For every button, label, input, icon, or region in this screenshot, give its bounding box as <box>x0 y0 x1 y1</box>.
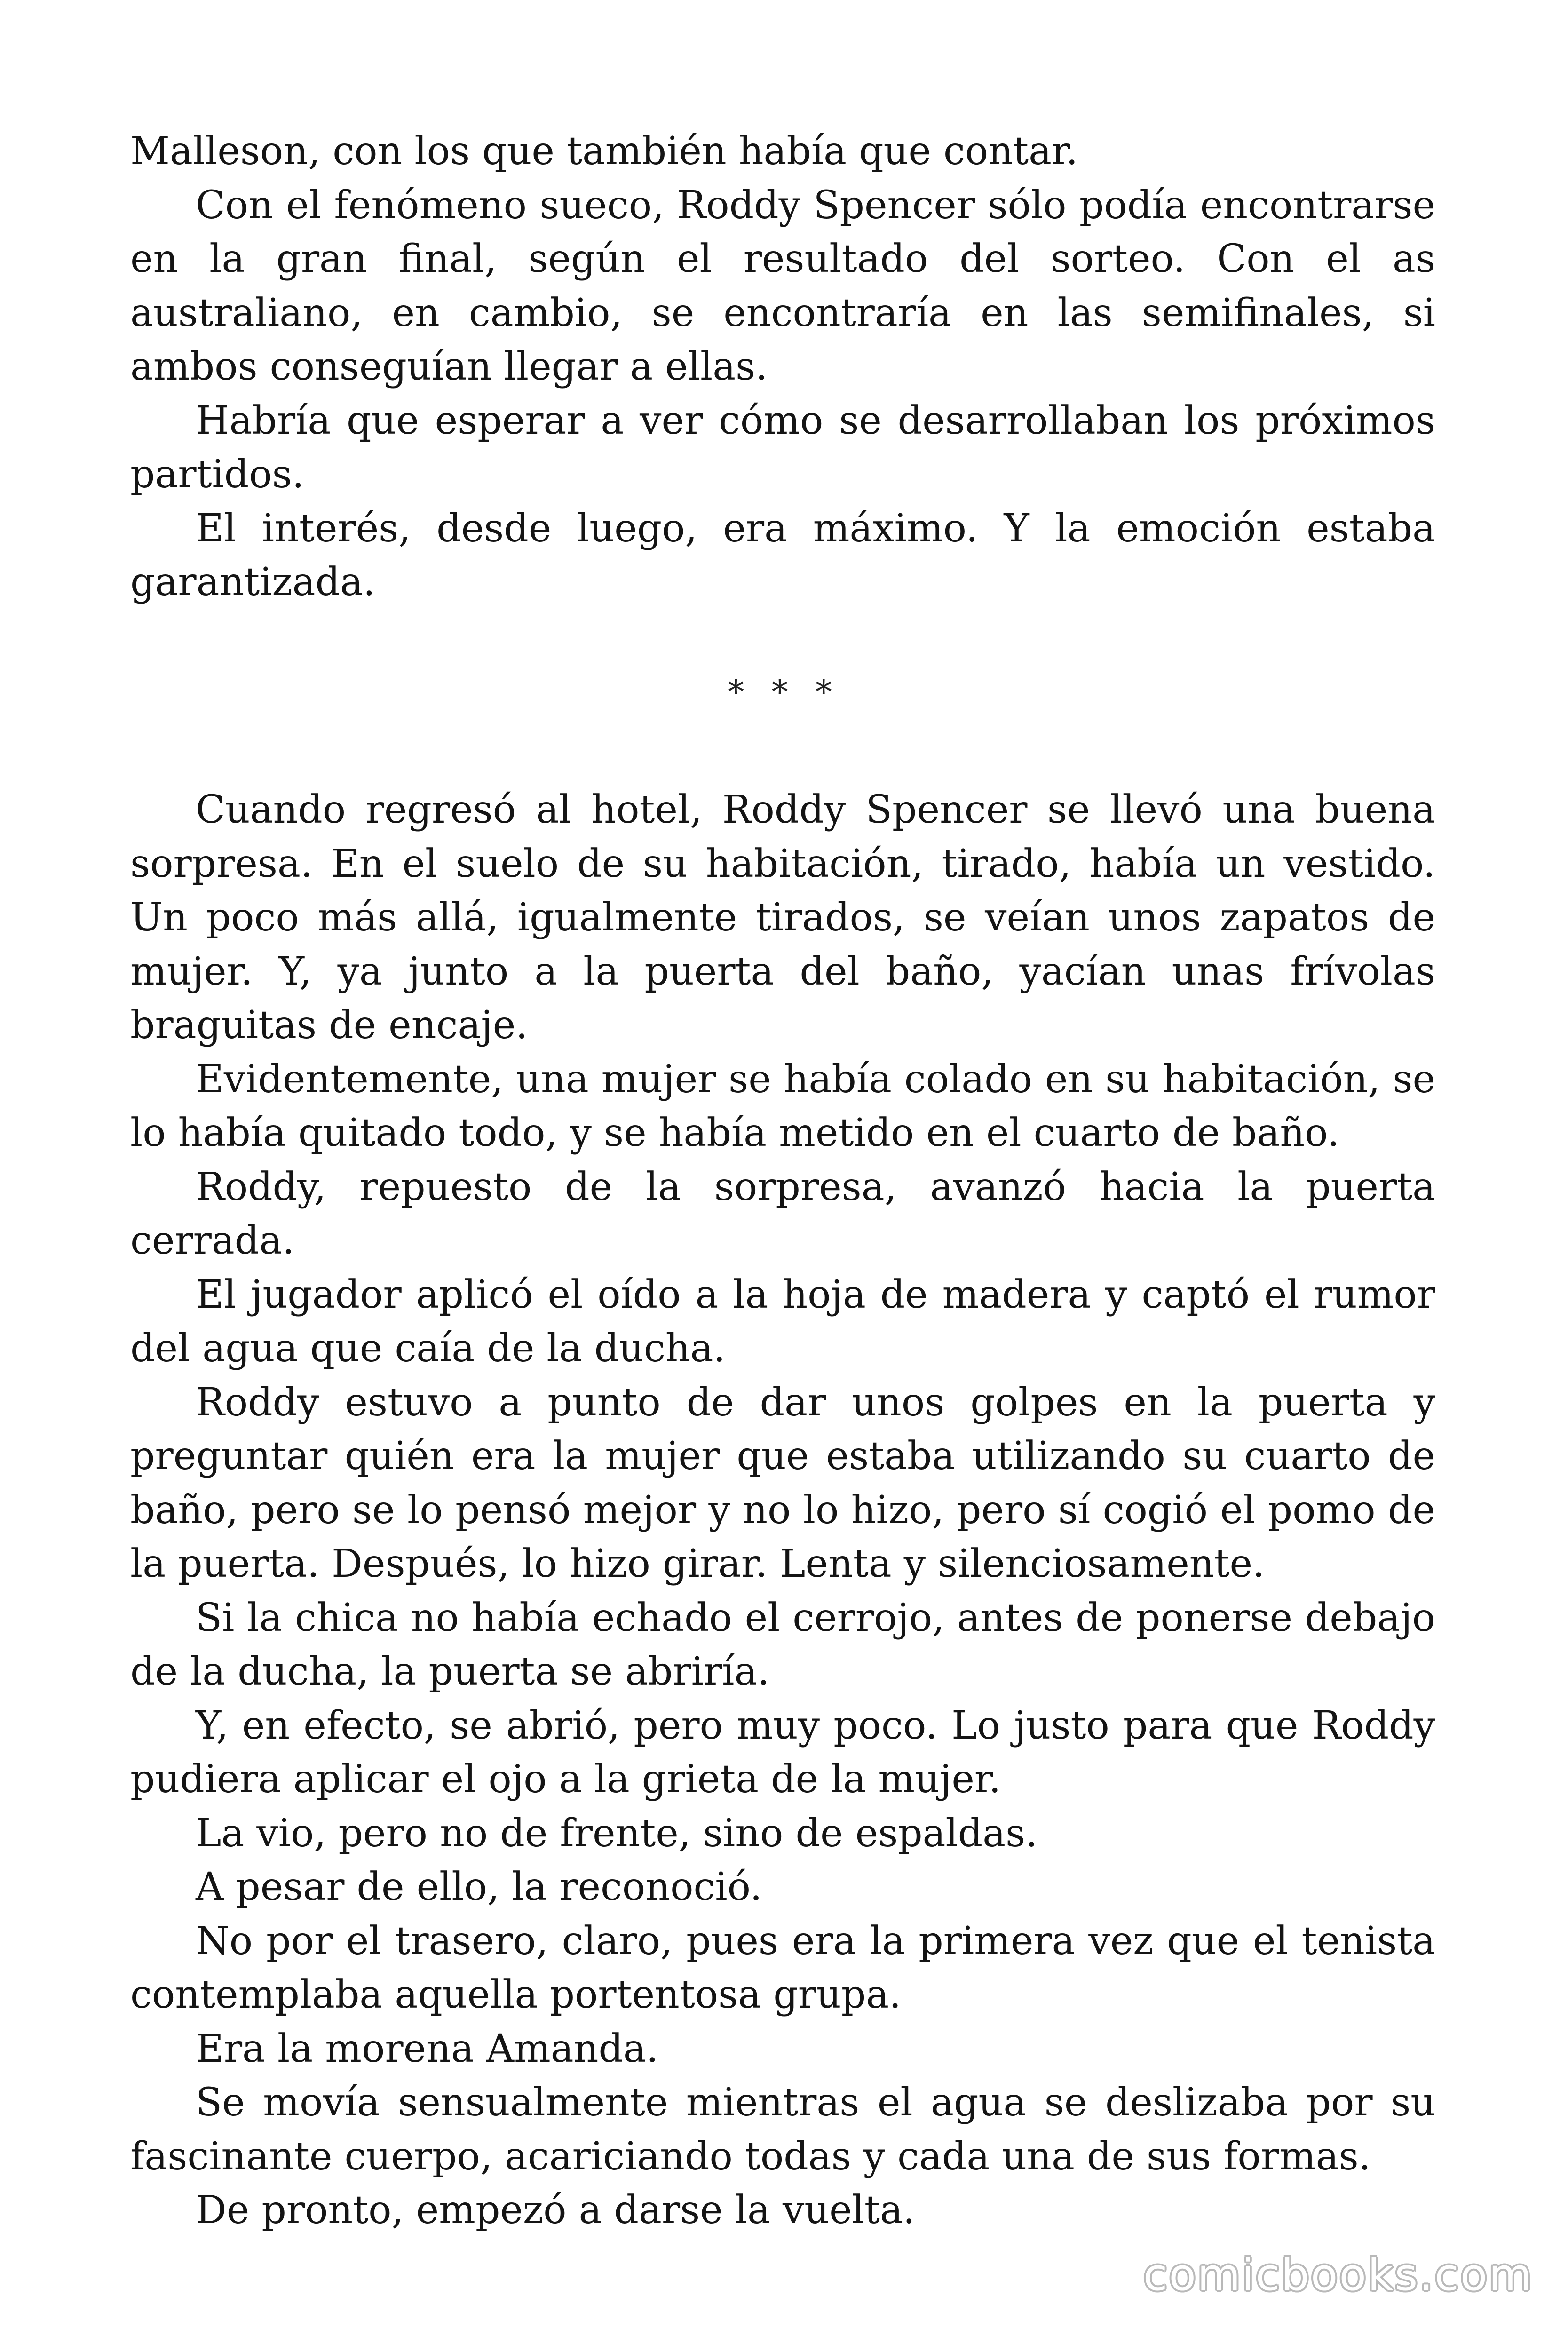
paragraph: El interés, desde luego, era máximo. Y la emoción estaba garantizada. <box>130 506 1435 604</box>
text-section-2 <box>130 783 1435 2238</box>
paragraph: Con el fenómeno sueco, Roddy Spencer sólo podía encontrarse en la gran final, según el resultado del sorteo. Con el as australiano, en cambio, se encontraría en las semifinales, si ambos conseguían llegar a ellas. <box>130 183 1435 389</box>
section-separator: * * * <box>728 673 840 711</box>
paragraph: Se movía sensualmente mientras el agua se deslizaba por su fascinante cuerpo, acariciando todas y cada una de sus formas. <box>130 2080 1435 2179</box>
text-section-1 <box>130 125 1435 610</box>
paragraph: Y, en efecto, se abrió, pero muy poco. Lo justo para que Roddy pudiera aplicar el ojo a la grieta de la mujer. <box>130 1703 1435 1802</box>
paragraph: El jugador aplicó el oído a la hoja de madera y captó el rumor del agua que caía de la ducha. <box>130 1272 1435 1371</box>
paragraph: De pronto, empezó a darse la vuelta. <box>196 2188 915 2233</box>
paragraph: Si la chica no había echado el cerrojo, antes de ponerse debajo de la ducha, la puerta se abriría. <box>130 1595 1435 1694</box>
paragraph: La vio, pero no de frente, sino de espaldas. <box>196 1811 1038 1856</box>
paragraph: Evidentemente, una mujer se había colado en su habitación, se lo había quitado todo, y se había metido en el cuarto de baño. <box>130 1057 1435 1155</box>
paragraph: Cuando regresó al hotel, Roddy Spencer se llevó una buena sorpresa. En el suelo de su habitación, tirado, había un vestido. Un poco más allá, igualmente tirados, se veían unos zapatos de mujer. Y, ya junto a la puerta del baño, yacían unas frívolas braguitas de encaje. <box>130 787 1435 1048</box>
paragraph: Habría que esperar a ver cómo se desarrollaban los próximos partidos. <box>130 398 1435 497</box>
paragraph: Roddy, repuesto de la sorpresa, avanzó hacia la puerta cerrada. <box>130 1164 1435 1263</box>
paragraph: Era la morena Amanda. <box>196 2026 658 2071</box>
paragraph: No por el trasero, claro, pues era la primera vez que el tenista contemplaba aquella portentosa grupa. <box>130 1918 1435 2017</box>
paragraph: A pesar de ello, la reconoció. <box>196 1865 762 1909</box>
watermark: comicbooks.com <box>1143 2249 1533 2301</box>
paragraph: Roddy estuvo a punto de dar unos golpes en la puerta y preguntar quién era la mujer que estaba utilizando su cuarto de baño, pero se lo pensó mejor y no lo hizo, pero sí cogió el pomo de la puerta. Después, lo hizo girar. Lenta y silenciosamente. <box>130 1380 1435 1586</box>
paragraph: Malleson, con los que también había que contar. <box>130 129 1078 174</box>
